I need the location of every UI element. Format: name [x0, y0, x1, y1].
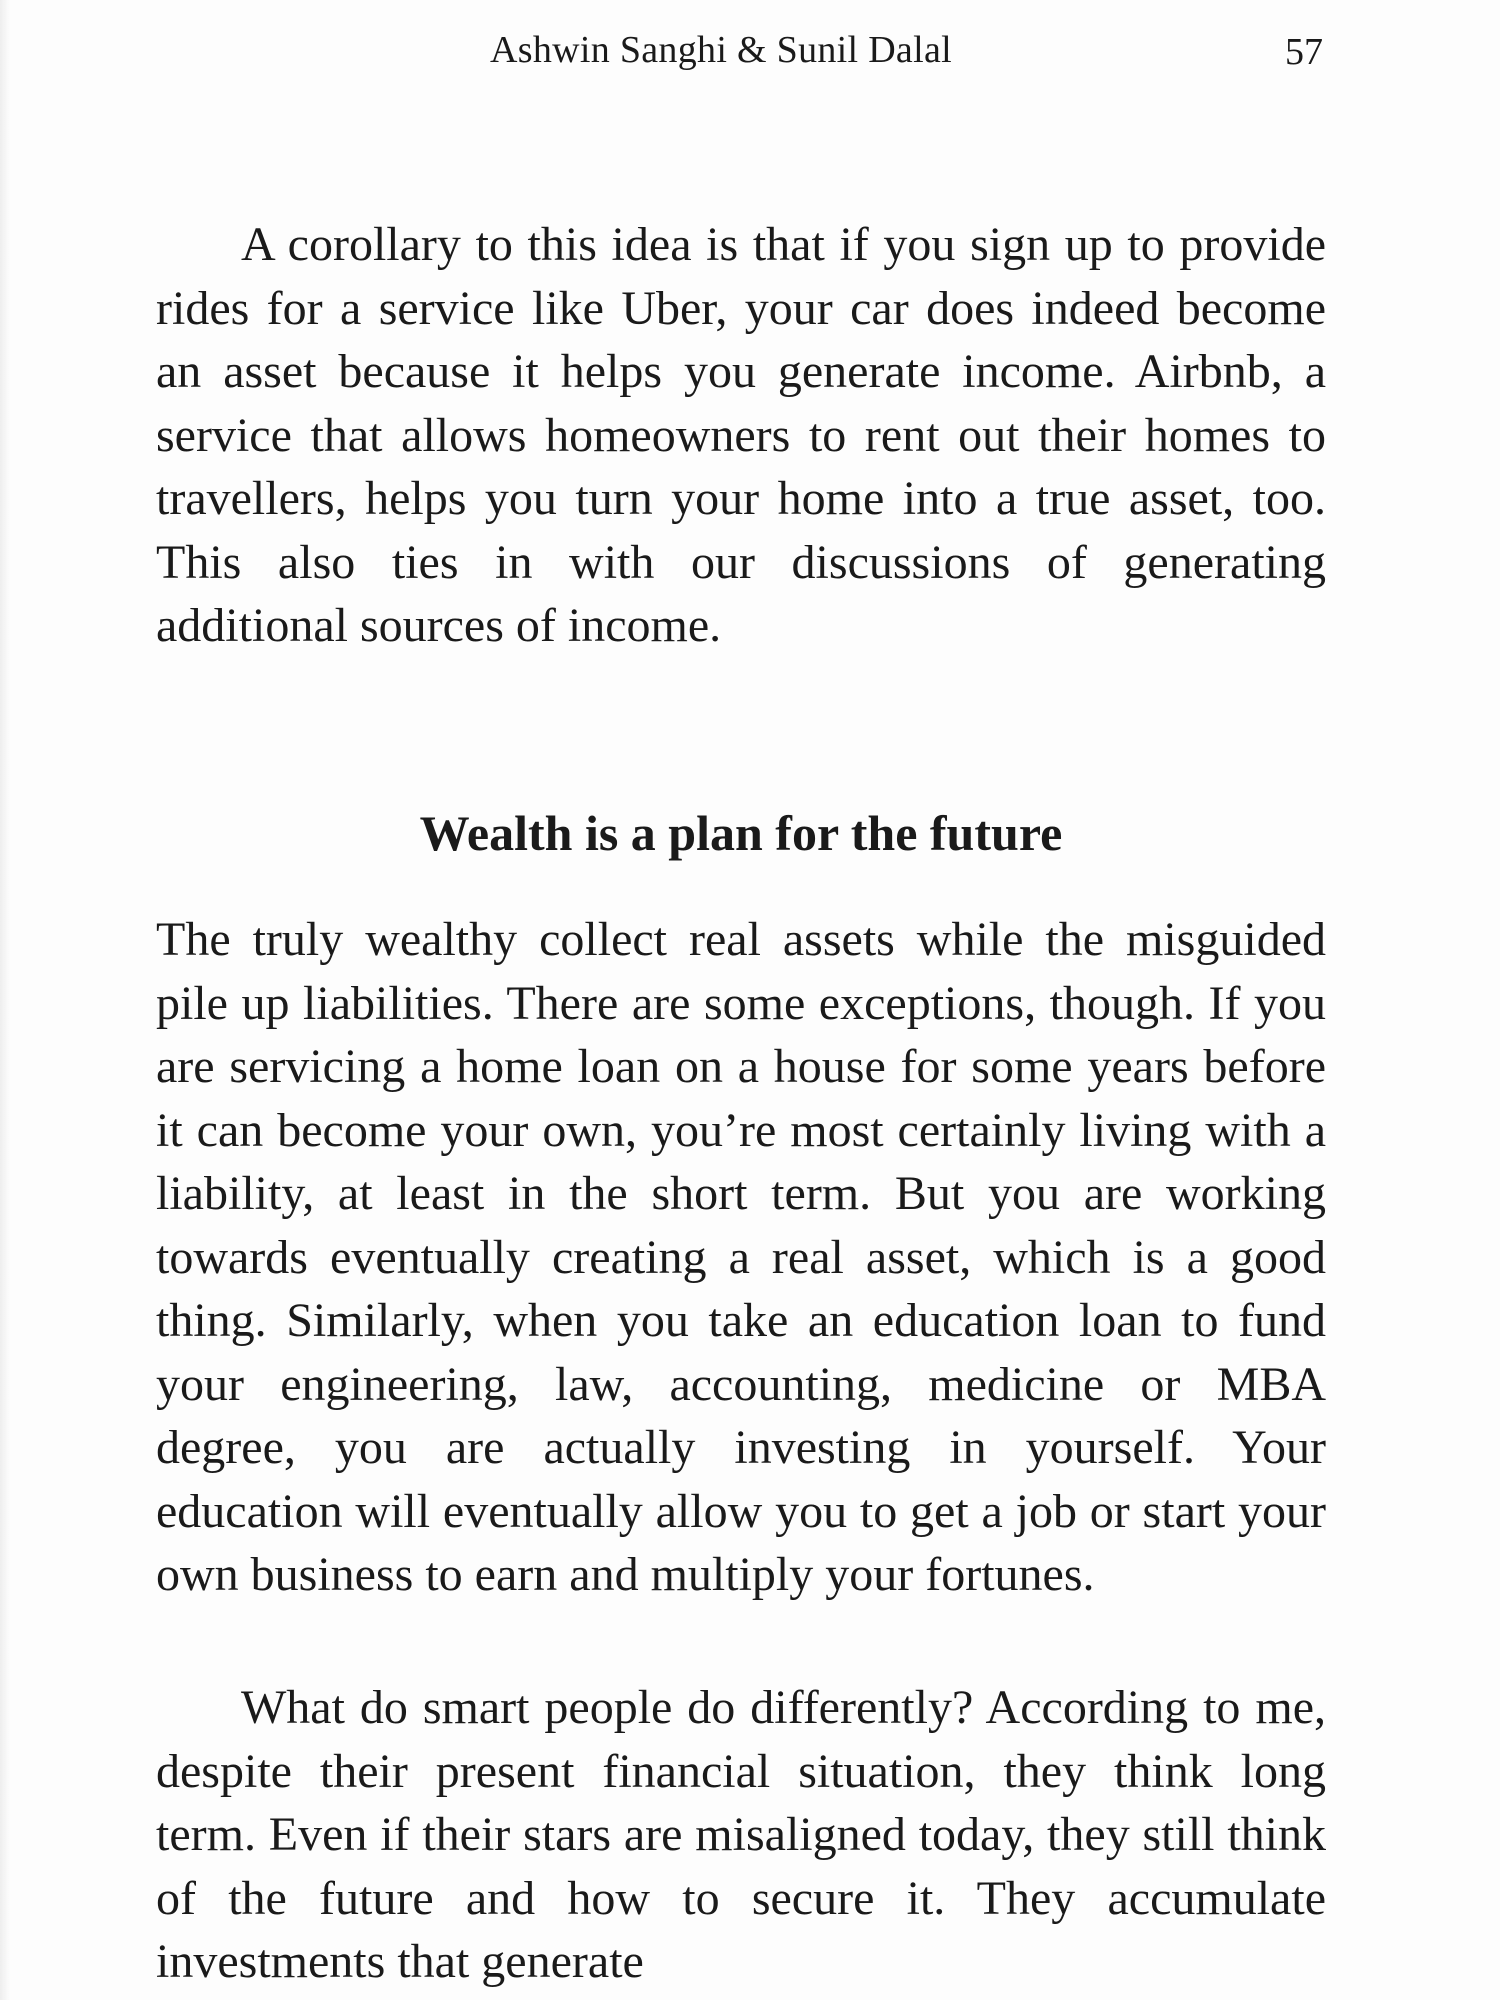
- running-head: Ashwin Sanghi & Sunil Dalal: [490, 29, 952, 71]
- paragraph-2: The truly wealthy collect real assets while the misguided pile up liabilities. There are some exceptions, though. If you are servicing a home loan on a house for some years before it can become your own, you’re most certainly living with a liability, at least in the short term. But you are working towards eventually creating a real asset, which is a good thing. Similarly, when you take an education loan to fund your engineering, law, accounting, medicine or MBA degree, you are actually investing in yourself. Your education will eventually allow you to get a job or start your own business to earn and multiply your fortunes.: [156, 913, 1326, 1601]
- section-heading: Wealth is a plan for the future: [419, 804, 1063, 861]
- spine-shadow: [0, 0, 10, 2000]
- paragraph-3: What do smart people do differently? According to me, despite their present financial situation, they think long term. Even if their stars are misaligned today, they still think of the future and how to secure it. They accumulate investments that generate: [156, 1681, 1326, 1988]
- page-number: 57: [1285, 31, 1323, 73]
- paragraph-1: A corollary to this idea is that if you sign up to provide rides for a service like Uber, your car does indeed become an asset because it helps you generate income. Airbnb, a service that allows homeowners to rent out their homes to travellers, helps you turn your home into a true asset, too. This also ties in with our discussions of generating additional sources of income.: [156, 218, 1326, 652]
